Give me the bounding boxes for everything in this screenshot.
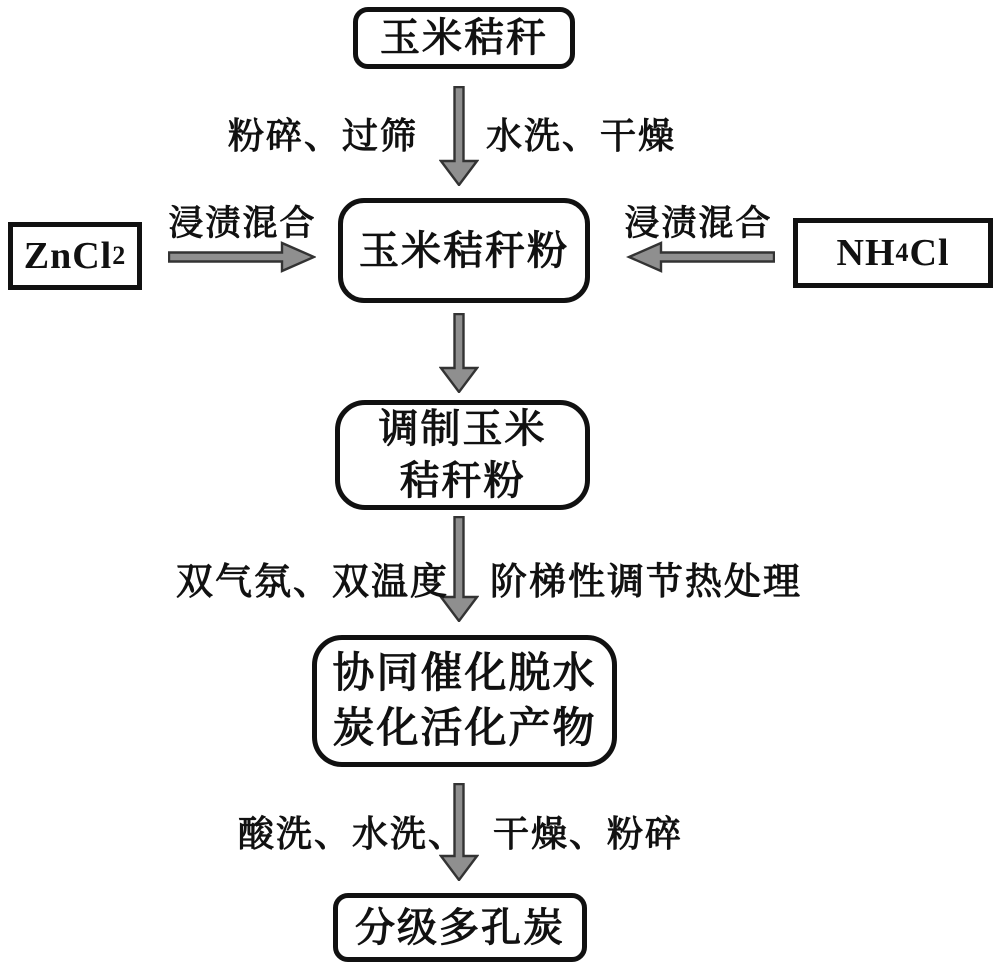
node-zncl2: ZnCl 2: [8, 222, 142, 290]
down-arrow-icon: [439, 86, 479, 186]
node-conditioned-powder: 调制玉米 秸秆粉: [335, 400, 590, 510]
zncl2-formula-base: ZnCl: [23, 235, 113, 277]
node-hierarchical-porous-carbon: 分级多孔炭: [333, 893, 587, 962]
left-arrow-icon: [622, 240, 775, 274]
label-acid-water-wash: 酸洗、水洗、: [238, 813, 467, 854]
node-nh4cl: NH 4 Cl: [793, 218, 993, 288]
label-crush-sieve: 粉碎、过筛: [228, 115, 419, 156]
down-arrow-icon: [439, 313, 479, 393]
label-stepwise-heat-treatment: 阶梯性调节热处理: [490, 561, 802, 602]
nh4cl-formula-post: Cl: [909, 232, 950, 274]
node-cocatalyzed-product: 协同催化脱水 炭化活化产物: [312, 635, 617, 767]
label-dry-crush: 干燥、粉碎: [493, 813, 684, 854]
node-corn-straw: 玉米秸秆: [353, 7, 575, 69]
label-impregnation-mix-right: 浸渍混合: [624, 204, 773, 243]
label-dual-atmosphere-temperature: 双气氛、双温度: [176, 561, 449, 602]
right-arrow-icon: [168, 240, 316, 274]
label-wash-dry: 水洗、干燥: [486, 115, 677, 156]
node-corn-straw-powder: 玉米秸秆粉: [338, 198, 590, 303]
label-impregnation-mix-left: 浸渍混合: [168, 204, 317, 243]
nh4cl-formula-pre: NH: [836, 232, 896, 274]
